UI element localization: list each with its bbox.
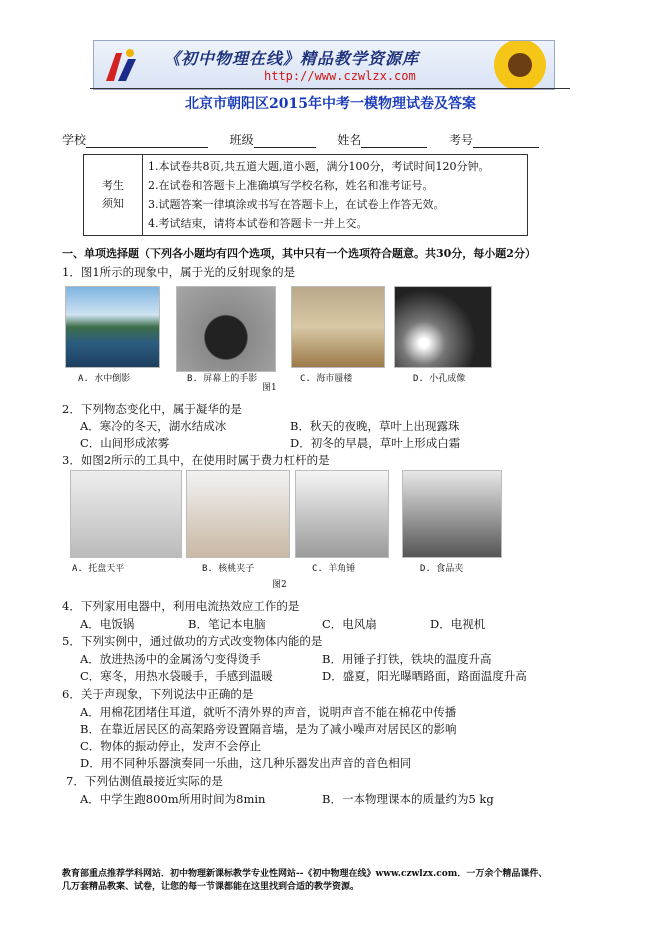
banner-url[interactable]: http://www.czwlzx.com [264,69,416,83]
q3-caption-d: D. 食品夹 [420,564,464,574]
section-heading: 一、单项选择题（下列各小题均有四个选项，其中只有一个选项符合题意。共30分，每小题2分） [62,247,536,260]
notice-item: 1.本试卷共8页,共五道大题,道小题，满分100分，考试时间120分钟。 [148,160,490,173]
figure-1-label: 图1 [262,383,277,393]
q1-caption-b: B. 屏幕上的手影 [187,374,258,384]
figure-2-label: 图2 [272,580,287,590]
pinhole-photo [394,286,492,368]
claw-hammer-photo [295,470,389,558]
question-5-stem: 5．下列实例中，通过做功的方式改变物体内能的是 [62,634,323,648]
q5-option-d: D．盛夏，阳光曝晒路面，路面温度升高 [322,669,527,683]
number-field[interactable] [473,135,539,148]
q2-option-b: B．秋天的夜晚，草叶上出现露珠 [290,419,460,433]
reflection-photo [65,286,160,368]
question-3-stem: 3．如图2所示的工具中，在使用时属于费力杠杆的是 [62,453,330,467]
header-rule [90,88,570,89]
question-6-stem: 6．关于声现象，下列说法中正确的是 [62,687,254,701]
q4-option-d: D．电视机 [430,617,486,631]
school-field[interactable] [86,135,208,148]
class-label: 班级 [229,133,254,147]
notice-table [83,154,528,236]
nutcracker-photo [186,470,290,558]
header-banner [93,40,555,90]
q6-option-d: D．用不同种乐器演奏同一乐曲，这几种乐器发出声音的音色相同 [80,756,412,770]
name-label: 姓名 [337,133,362,147]
q4-option-b: B．笔记本电脑 [188,617,266,631]
q5-option-a: A．放进热汤中的金属汤勺变得烫手 [80,652,261,666]
question-2-stem: 2．下列物态变化中，属于凝华的是 [62,402,242,416]
q3-caption-c: C. 羊角锤 [312,564,356,574]
q7-option-b: B．一本物理课本的质量约为5 kg [322,792,494,806]
q5-option-b: B．用锤子打铁，铁块的温度升高 [322,652,492,666]
question-1-stem: 1．图1所示的现象中，属于光的反射现象的是 [62,265,296,279]
class-field[interactable] [254,135,316,148]
number-label: 考号 [449,133,474,147]
q4-option-c: C．电风扇 [322,617,377,631]
q6-option-c: C．物体的振动停止，发声不会停止 [80,739,262,753]
mirage-photo [291,286,385,368]
student-info-line [62,131,539,148]
name-field[interactable] [361,135,427,148]
footer-line: 教育部重点推荐学科网站．初中物理新课标教学专业性网站--《初中物理在线》www.czwlzx.com．一万余个精品课件、 [62,869,548,879]
q2-option-d: D．初冬的早晨，草叶上形成白霜 [290,436,461,450]
q2-option-a: A．寒冷的冬天，湖水结成冰 [80,419,227,433]
q3-caption-b: B. 核桃夹子 [202,564,255,574]
q4-option-a: A．电饭锅 [80,617,135,631]
balance-photo [70,470,182,558]
banner-title: 《初中物理在线》精品教学资源库 [164,49,420,68]
notice-item: 2.在试卷和答题卡上准确填写学校名称，姓名和准考证号。 [148,179,434,192]
school-label: 学校 [62,133,87,147]
notice-items [143,155,528,236]
q6-option-a: A．用棉花团堵住耳道，就听不清外界的声音，说明声音不能在棉花中传播 [80,705,457,719]
q3-caption-a: A. 托盘天平 [72,564,125,574]
question-7-stem: 7．下列估测值最接近实际的是 [66,774,223,788]
page-title: 北京市朝阳区2015年中考一模物理试卷及答案 [185,96,476,112]
q1-caption-d: D. 小孔成像 [413,374,466,384]
q5-option-c: C．寒冬，用热水袋暖手，手感到温暖 [80,669,273,683]
food-tongs-photo [402,470,502,558]
site-logo-icon [102,45,140,85]
notice-item: 4.考试结束，请将本试卷和答题卡一并上交。 [148,217,368,230]
question-4-stem: 4．下列家用电器中，利用电流热效应工作的是 [62,599,300,613]
q7-option-a: A．中学生跑800m所用时间为8min [80,792,266,806]
notice-item: 3.试题答案一律填涂或书写在答题卡上，在试卷上作答无效。 [148,198,445,211]
q1-caption-a: A. 水中倒影 [78,374,131,384]
page-footer [62,868,622,894]
notice-label: 考生须知 [84,155,143,236]
footer-line: 几万套精品教案、试卷，让您的每一节课都能在这里找到合适的教学资源。 [62,882,360,892]
sunflower-icon [490,40,550,90]
hand-shadow-photo [176,286,276,372]
q2-option-c: C．山间形成浓雾 [80,436,170,450]
q1-caption-c: C. 海市蜃楼 [300,374,353,384]
q6-option-b: B．在靠近居民区的高架路旁设置隔音墙，是为了减小噪声对居民区的影响 [80,722,457,736]
